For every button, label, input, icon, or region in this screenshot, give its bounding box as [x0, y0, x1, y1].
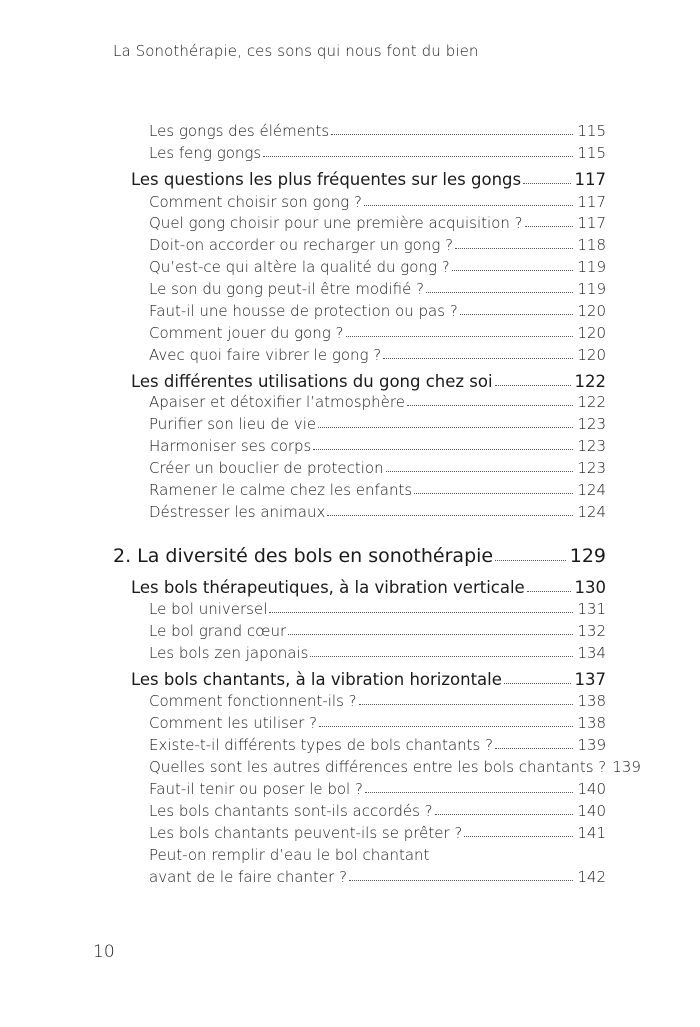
toc-subsection — [149, 622, 606, 640]
toc-page-number: 117 — [574, 170, 606, 189]
dot-leader — [386, 471, 574, 472]
toc-subsection — [149, 644, 606, 662]
toc-entry-title: Le son du gong peut-il être modifié ? — [149, 280, 425, 298]
dot-leader — [504, 683, 571, 684]
dot-leader — [331, 134, 573, 135]
dot-leader — [346, 336, 574, 337]
dot-leader — [319, 726, 573, 727]
toc-subsection — [149, 600, 606, 618]
toc-page-number: 134 — [577, 644, 606, 662]
toc-entry-title: Avec quoi faire vibrer le gong ? — [149, 346, 382, 364]
toc-subsection — [149, 236, 606, 254]
dot-leader — [452, 270, 574, 271]
toc-page-number: 118 — [577, 236, 606, 254]
toc-subsection — [149, 459, 606, 477]
dot-leader — [460, 314, 574, 315]
toc-page-number: 115 — [577, 122, 606, 140]
toc-page-number: 131 — [577, 600, 606, 618]
toc-entry-title: Les questions les plus fréquentes sur les gongs — [131, 170, 522, 189]
toc-page-number: 138 — [577, 692, 606, 710]
toc-entry-title: Quelles sont les autres différences entre les bols chantants ? — [149, 758, 607, 776]
toc-page-number: 117 — [577, 193, 606, 211]
toc-entry-title-continuation: avant de le faire chanter ? — [149, 868, 348, 886]
toc-entry-title: Quel gong choisir pour une première acquisition ? — [149, 214, 523, 232]
toc-entry-title: Purifier son lieu de vie — [149, 415, 317, 433]
toc-subsection — [149, 258, 606, 276]
dot-leader — [359, 704, 574, 705]
dot-leader — [318, 427, 573, 428]
toc-subsection — [149, 780, 606, 798]
page-number: 10 — [93, 942, 115, 962]
toc-page-number: 140 — [577, 802, 606, 820]
toc-page-number: 132 — [577, 622, 606, 640]
toc-entry-title: Les gongs des éléments — [149, 122, 330, 140]
dot-leader — [365, 792, 573, 793]
toc-entry-title: Comment choisir son gong ? — [149, 193, 362, 211]
toc-entry-title: Les bols chantants, à la vibration horizontale — [131, 670, 502, 689]
toc-entry-title: Le bol grand cœur — [149, 622, 287, 640]
toc-entry-title: Faut-il une housse de protection ou pas ? — [149, 302, 458, 320]
toc-page-number: 123 — [577, 437, 606, 455]
toc-entry-title: Les bols thérapeutiques, à la vibration verticale — [131, 578, 525, 597]
dot-leader — [525, 226, 574, 227]
toc-page-number: 130 — [574, 578, 606, 597]
toc-subsection — [149, 692, 606, 710]
dot-leader — [263, 156, 573, 157]
toc-subsection — [149, 736, 606, 754]
toc-page-number: 137 — [574, 670, 606, 689]
toc-subsection — [149, 714, 606, 732]
dot-leader — [455, 248, 573, 249]
toc-entry-title: Qu’est-ce qui altère la qualité du gong ? — [149, 258, 450, 276]
dot-leader — [349, 880, 573, 881]
toc-entry-title: Le bol universel — [149, 600, 268, 618]
dot-leader — [435, 814, 574, 815]
toc-subsection — [149, 758, 641, 776]
toc-subsection — [149, 415, 606, 433]
toc-entry-title: Les feng gongs — [149, 144, 262, 162]
toc-section — [131, 372, 606, 391]
toc-page-number: 124 — [577, 481, 606, 499]
toc-entry-title: Les bols chantants sont-ils accordés ? — [149, 802, 433, 820]
toc-section — [131, 670, 606, 689]
dot-leader — [464, 836, 573, 837]
toc-entry-title: Déstresser les animaux — [149, 503, 326, 521]
toc-subsection — [149, 193, 606, 211]
toc-entry-title: Ramener le calme chez les enfants — [149, 481, 413, 499]
toc-subsection — [149, 868, 606, 886]
toc-chapter — [113, 545, 606, 567]
dot-leader — [364, 205, 573, 206]
toc-subsection — [149, 824, 606, 842]
toc-page-number: 120 — [577, 346, 606, 364]
toc-subsection — [149, 280, 606, 298]
toc-entry-title: Les différentes utilisations du gong chez soi — [131, 372, 493, 391]
toc-entry-title: Comment jouer du gong ? — [149, 324, 344, 342]
toc-page-number: 129 — [569, 545, 606, 567]
dot-leader — [495, 385, 571, 386]
dot-leader — [495, 748, 573, 749]
toc-entry-title: Créer un bouclier de protection — [149, 459, 384, 477]
running-header: La Sonothérapie, ces sons qui nous font du bien — [113, 42, 479, 60]
toc-subsection — [149, 144, 606, 162]
dot-leader — [313, 449, 573, 450]
toc-entry-title: Doit-on accorder ou recharger un gong ? — [149, 236, 454, 254]
toc-page-number: 120 — [577, 324, 606, 342]
toc-page-number: 142 — [577, 868, 606, 886]
toc-page-number: 123 — [577, 459, 606, 477]
dot-leader — [327, 515, 573, 516]
toc-subsection — [149, 437, 606, 455]
toc-page-number: 115 — [577, 144, 606, 162]
toc-entry-title: Apaiser et détoxifier l’atmosphère — [149, 393, 405, 411]
toc-page-number: 122 — [574, 372, 606, 391]
dot-leader — [523, 183, 570, 184]
toc-page-number: 139 — [577, 736, 606, 754]
toc-section — [131, 170, 606, 189]
dot-leader — [495, 560, 566, 561]
toc-page-number: 117 — [577, 214, 606, 232]
dot-leader — [288, 634, 573, 635]
toc-entry-title: Faut-il tenir ou poser le bol ? — [149, 780, 363, 798]
toc-subsection — [149, 393, 606, 411]
toc-entry-title: Comment les utiliser ? — [149, 714, 318, 732]
toc-subsection — [149, 802, 606, 820]
dot-leader — [269, 612, 573, 613]
toc-subsection — [149, 346, 606, 364]
toc-entry-title: Existe-t-il différents types de bols chantants ? — [149, 736, 494, 754]
toc-page-number: 139 — [612, 758, 641, 776]
toc-entry-title: 2. La diversité des bols en sonothérapie — [113, 545, 494, 567]
toc-subsection — [149, 324, 606, 342]
dot-leader — [310, 656, 573, 657]
toc-subsection — [149, 122, 606, 140]
toc-entry-title: Comment fonctionnent-ils ? — [149, 692, 357, 710]
toc-page-number: 138 — [577, 714, 606, 732]
dot-leader — [426, 292, 573, 293]
toc-entry-title: Les bols zen japonais — [149, 644, 309, 662]
toc-subsection — [149, 302, 606, 320]
toc-entry-title: Les bols chantants peuvent-ils se prêter ? — [149, 824, 463, 842]
toc-entry-title: Harmoniser ses corps — [149, 437, 312, 455]
toc-page-number: 140 — [577, 780, 606, 798]
toc-entry-title: Peut-on remplir d’eau le bol chantant — [149, 846, 430, 864]
toc-page-number: 141 — [577, 824, 606, 842]
dot-leader — [414, 493, 573, 494]
toc-page-number: 119 — [577, 258, 606, 276]
toc-page-number: 123 — [577, 415, 606, 433]
toc-subsection — [149, 481, 606, 499]
toc-page-number: 124 — [577, 503, 606, 521]
dot-leader — [383, 358, 573, 359]
dot-leader — [407, 405, 573, 406]
toc-subsection — [149, 214, 606, 232]
toc-section — [131, 578, 606, 597]
toc-page-number: 122 — [577, 393, 606, 411]
dot-leader — [527, 591, 571, 592]
toc-page-number: 120 — [577, 302, 606, 320]
toc-page-number: 119 — [577, 280, 606, 298]
toc-subsection — [149, 503, 606, 521]
